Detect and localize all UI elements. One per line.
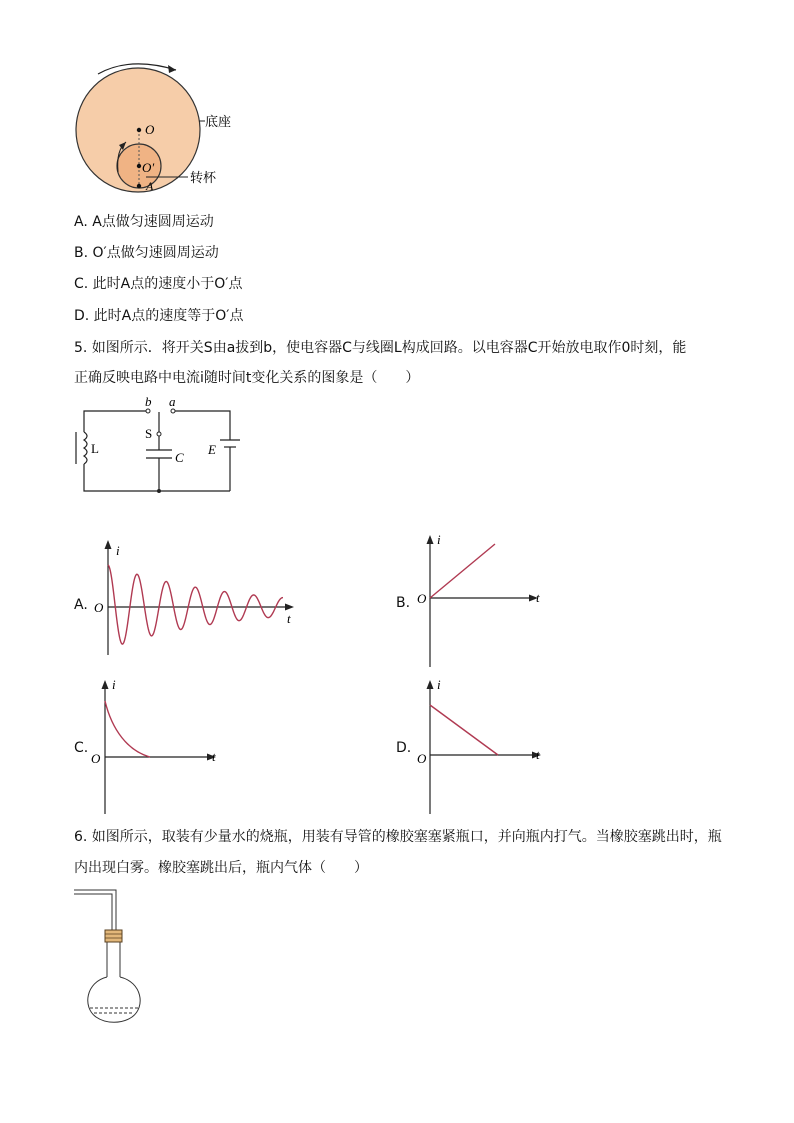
label-b: b (145, 394, 152, 409)
graph-A (88, 535, 303, 660)
label-E: E (208, 442, 216, 457)
label-A: A (146, 179, 154, 193)
arrow-head-outer (168, 65, 176, 73)
graph-B-label: B. (396, 595, 411, 611)
label-O-prime: O′ (142, 160, 155, 175)
svg-text:t: t (212, 749, 216, 764)
turntable-figure (60, 50, 260, 200)
option-4b: B. O′点做匀速圆周运动 (74, 245, 219, 261)
svg-text:i: i (112, 677, 116, 692)
inductor-coil (84, 432, 87, 464)
graph-A-label: A. (74, 597, 88, 613)
option-4d: D. 此时A点的速度等于O′点 (74, 308, 244, 324)
svg-text:O: O (417, 751, 427, 766)
q6-stem-line1: 6. 如图所示，取装有少量水的烧瓶，用装有导管的橡胶塞塞紧瓶口，并向瓶内打气。当橡胶塞跳出时，瓶 (74, 829, 722, 845)
point-A (137, 184, 141, 188)
q5-stem-line1: 5. 如图所示．将开关S由a拔到b，使电容器C与线圈L构成回路。以电容器C开始放电取作0时刻，能 (74, 340, 687, 356)
label-S: S (145, 426, 153, 441)
option-4a: A. A点做匀速圆周运动 (74, 214, 214, 230)
svg-text:O: O (91, 751, 101, 766)
svg-text:t: t (287, 611, 291, 626)
svg-text:t: t (536, 747, 540, 762)
graph-B (410, 530, 550, 670)
flask-figure (66, 882, 156, 1032)
flask-bulb (88, 977, 140, 1022)
q6-stem-line2: 内出现白雾。橡胶塞跳出后，瓶内气体（ ） (74, 860, 368, 876)
terminal-b (146, 409, 150, 413)
label-a: a (169, 394, 176, 409)
label-base: 底座 (205, 114, 232, 129)
q5-stem-line2: 正确反映电路中电流i随时间t变化关系的图象是（ ） (74, 370, 420, 386)
point-O-prime (137, 164, 141, 168)
linear-increase-line (430, 544, 495, 598)
svg-text:i: i (116, 543, 120, 558)
switch-pivot (157, 432, 161, 436)
exponential-decay-curve (105, 701, 150, 757)
conduit-tube (74, 890, 116, 930)
lc-circuit-diagram (66, 392, 256, 502)
svg-text:i: i (437, 677, 441, 692)
svg-text:O: O (417, 591, 427, 606)
rubber-stopper (105, 930, 122, 942)
svg-text:O: O (94, 600, 104, 615)
graph-D (410, 675, 550, 817)
terminal-a (171, 409, 175, 413)
linear-decrease-line (430, 705, 498, 755)
svg-text:t: t (536, 590, 540, 605)
point-O (137, 128, 141, 132)
label-cup: 转杯 (190, 170, 217, 185)
graph-D-label: D. (396, 740, 412, 756)
label-O: O (145, 122, 155, 137)
option-4c: C. 此时A点的速度小于O′点 (74, 276, 243, 292)
graph-C-label: C. (74, 740, 89, 756)
label-C: C (175, 450, 184, 465)
label-L: L (91, 441, 99, 456)
graph-C (88, 675, 228, 817)
svg-text:i: i (437, 532, 441, 547)
damped-oscillation-curve (108, 565, 283, 644)
